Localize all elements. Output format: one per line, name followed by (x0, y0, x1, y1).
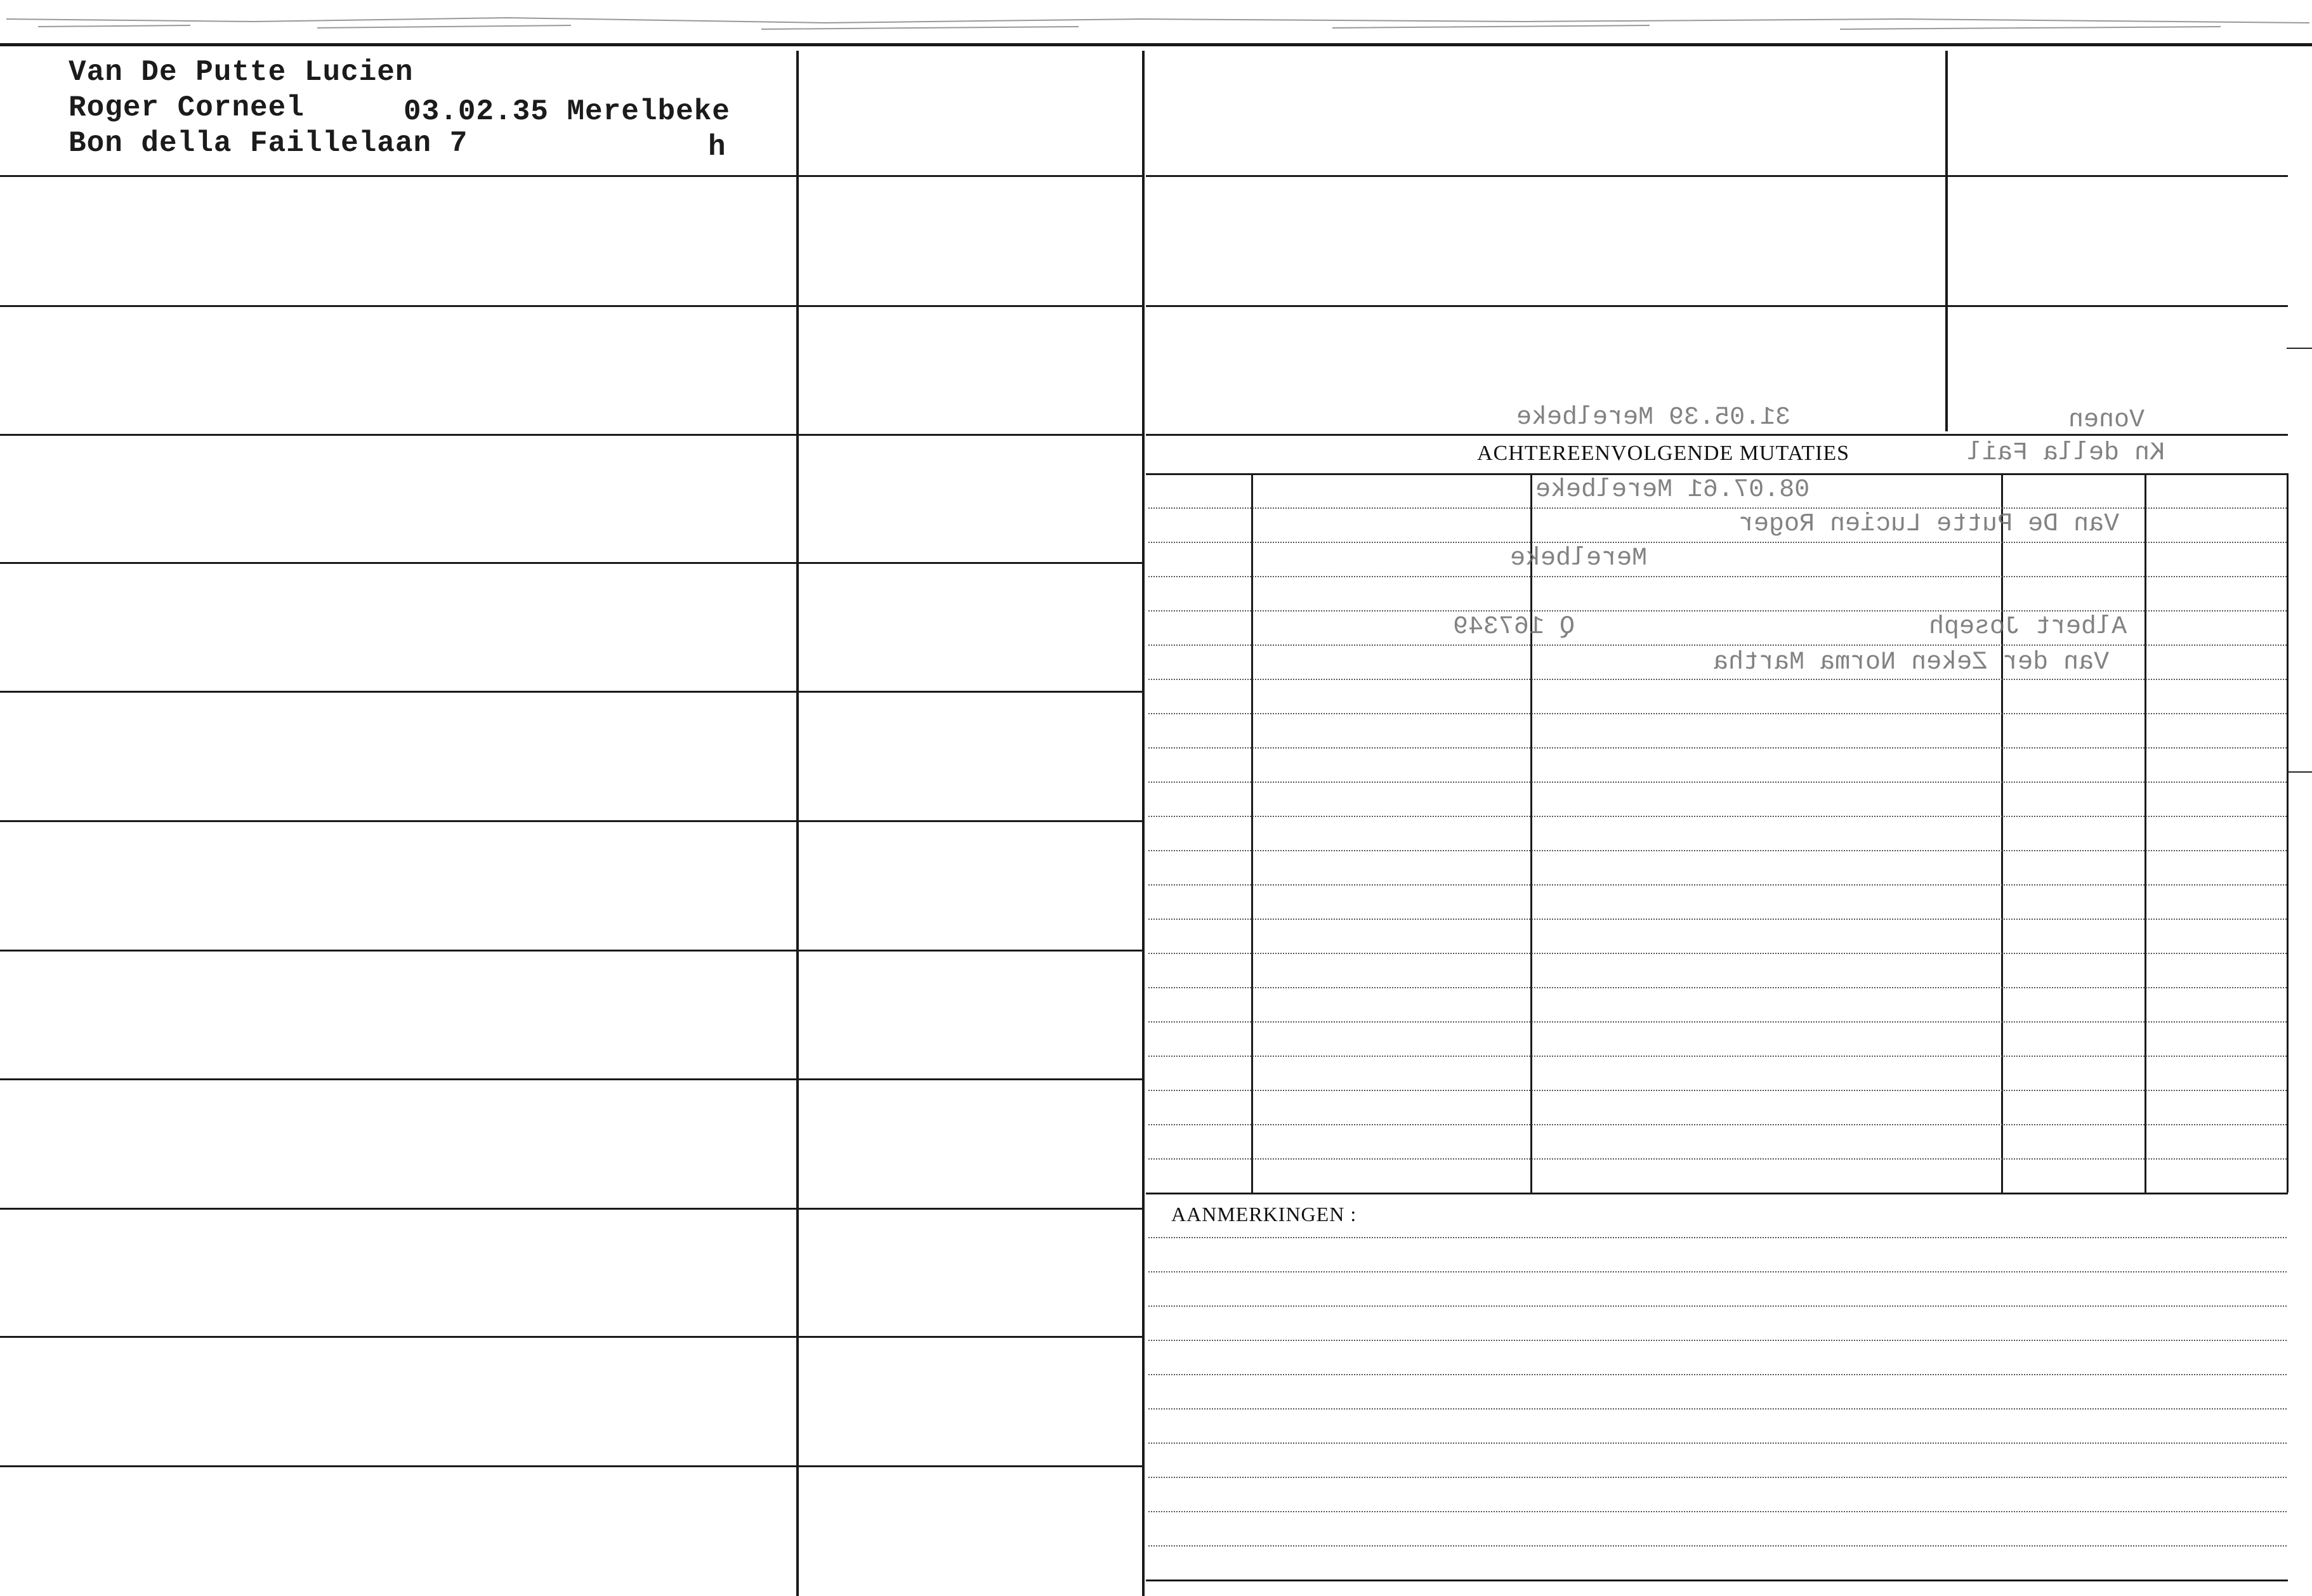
right-rule-2 (1146, 305, 2288, 307)
mutations-row-line (1148, 713, 2287, 714)
left-row-rule-1 (0, 175, 1142, 177)
left-row-rule-7 (0, 950, 1142, 952)
mutations-row-line (1148, 507, 2287, 509)
bleed-text: 08.07.61 Merelbeke (1535, 476, 1810, 504)
mutations-row-line (1148, 850, 2287, 851)
typed-given-names: Roger Corneel (69, 91, 305, 124)
mutations-col-4 (2145, 473, 2146, 1193)
left-row-rule-3 (0, 434, 1142, 436)
mutations-row-line (1148, 644, 2287, 646)
mutations-row-line (1148, 816, 2287, 817)
mutations-table-bottom (1146, 1193, 2288, 1194)
mutations-col-2 (1530, 473, 1532, 1193)
remarks-line (1148, 1545, 2287, 1547)
typed-address: Bon della Faillelaan 7 (69, 127, 468, 160)
bleed-text: Q 167349 (1453, 613, 1575, 641)
remarks-line (1148, 1271, 2287, 1272)
mutations-row-line (1148, 1124, 2287, 1125)
left-row-rule-5 (0, 691, 1142, 693)
scan-noise-strip (0, 0, 2312, 38)
left-row-rule-9 (0, 1208, 1142, 1210)
mutations-row-line (1148, 1021, 2287, 1023)
left-divider-1 (796, 51, 799, 1596)
left-row-rule-10 (0, 1336, 1142, 1338)
left-row-rule-8 (0, 1078, 1142, 1080)
left-row-rule-4 (0, 562, 1142, 564)
left-row-rule-6 (0, 820, 1142, 822)
mutations-row-line (1148, 782, 2287, 783)
mutations-row-line (1148, 1158, 2287, 1160)
mutations-col-1 (1251, 473, 1253, 1193)
remarks-heading: AANMERKINGEN : (1171, 1203, 1357, 1226)
mutations-row-line (1148, 610, 2287, 612)
remarks-line (1148, 1374, 2287, 1375)
remarks-line (1148, 1305, 2287, 1307)
remarks-line (1148, 1237, 2287, 1238)
bleed-text: Merelbeke (1510, 544, 1648, 573)
mutations-col-5 (2287, 473, 2289, 1193)
mutations-row-line (1148, 953, 2287, 954)
mutations-row-line (1148, 542, 2287, 543)
edge-tick (2287, 771, 2312, 773)
remarks-line (1148, 1340, 2287, 1341)
mutations-row-line (1148, 576, 2287, 577)
mutations-row-line (1148, 679, 2287, 680)
top-rule (0, 43, 2312, 46)
right-divider-outer (1945, 51, 1948, 431)
mutations-heading: ACHTEREENVOLGENDE MUTATIES (1477, 442, 1850, 465)
remarks-line (1148, 1477, 2287, 1478)
mutations-col-3 (2001, 473, 2003, 1193)
left-row-rule-2 (0, 305, 1142, 307)
mutations-row-line (1148, 919, 2287, 920)
edge-tick (2287, 348, 2312, 349)
mutations-row-line (1148, 884, 2287, 886)
mutations-row-line (1148, 1056, 2287, 1057)
bleed-text: Albert Joseph (1929, 613, 2127, 641)
remarks-bottom (1146, 1580, 2288, 1581)
typed-mark: h (708, 131, 726, 164)
bleed-text: Van der Zeken Norma Martha (1713, 648, 2110, 677)
left-row-rule-11 (0, 1465, 1142, 1467)
bleed-text: Van De Putte Lucien Roger (1738, 510, 2120, 539)
bleed-text: Vonen (2068, 406, 2145, 435)
remarks-line (1148, 1408, 2287, 1410)
typed-birth-date-place: 03.02.35 Merelbeke (404, 95, 730, 128)
mutations-row-line (1148, 987, 2287, 988)
mutations-row-line (1148, 1090, 2287, 1091)
remarks-line (1148, 1442, 2287, 1444)
mutations-row-line (1148, 747, 2287, 749)
bleed-text: Kn della Fail (1967, 439, 2165, 468)
left-divider-2 (1142, 51, 1145, 1596)
right-rule-1 (1146, 175, 2288, 177)
bleed-text: 31.05.39 Merelbeke (1516, 403, 1791, 432)
mutations-table-top (1146, 473, 2288, 475)
typed-surname: Van De Putte Lucien (69, 56, 414, 89)
remarks-line (1148, 1511, 2287, 1512)
